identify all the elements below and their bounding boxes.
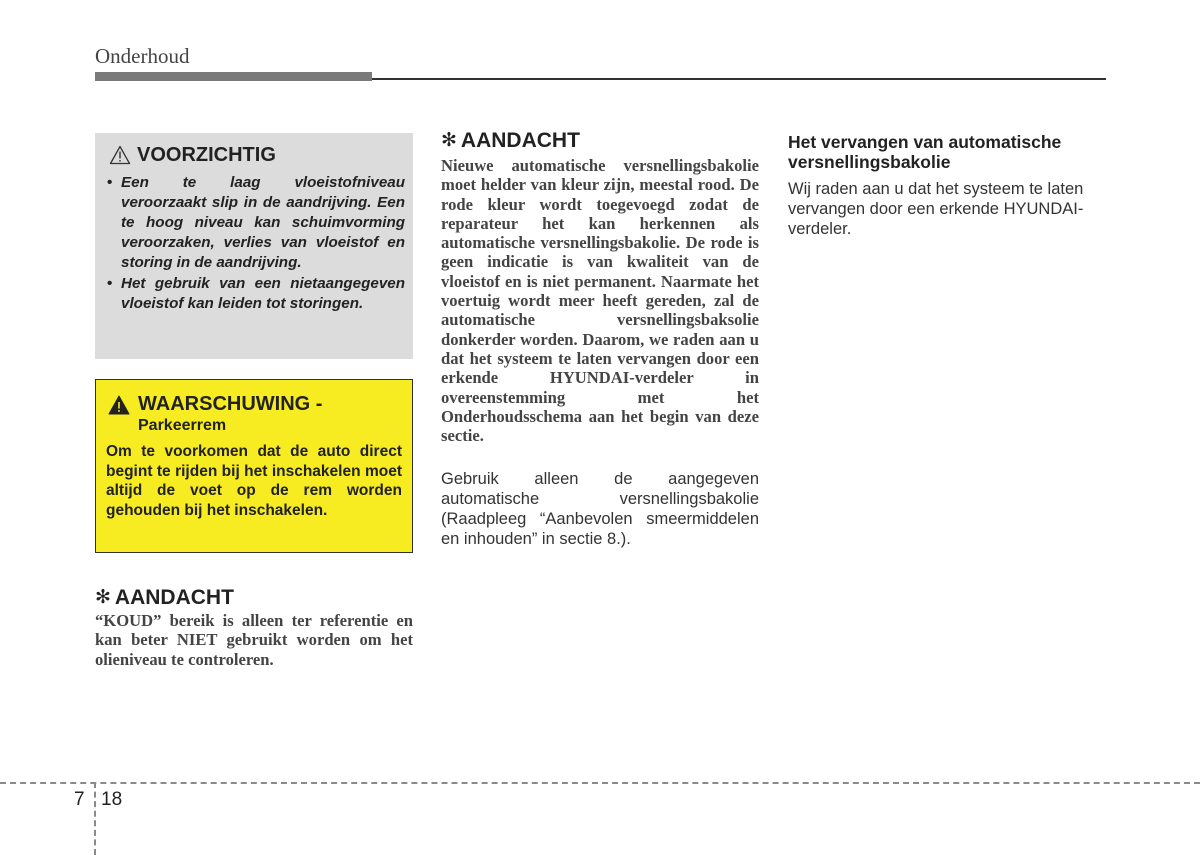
note-left — [95, 586, 413, 669]
note-middle-body: Nieuwe automatische versnellingsbakolie moet helder van kleur zijn, meestal rood. De rode kleur wordt toegevoegd zodat de reparateur het kan herkennen als automatische versnellingsbakolie. De rode is geen indicatie is van kwaliteit van de vloeistof en is niet permanent. Naarmate het voertuig wordt meer heeft gereden, zal de automatische versnellingsbaksolie donkerder worden. Daarom, we raden aan u dat het systeem te laten vervangen door een erkende HYUNDAI-verdeler in overeenstemming met het Onderhoudsschema aan het begin van deze sectie. — [441, 156, 759, 446]
caution-item: • Het gebruik van een nietaangegeven vloeistof kan leiden tot storingen. — [107, 274, 405, 314]
asterisk-icon: ✻ — [441, 130, 457, 151]
warning-box — [95, 379, 413, 553]
section-right-heading: Het vervangen van automatische versnellingsbakolie — [788, 132, 1062, 172]
note-middle-heading-text: AANDACHT — [460, 129, 580, 152]
caution-list — [107, 173, 405, 314]
warning-heading — [108, 392, 402, 436]
note-middle-paragraph: Gebruik alleen de aangegeven automatische versnellingsbakolie (Raadpleeg “Aanbevolen smeermiddelen en inhouden” in sectie 8.). — [441, 470, 759, 548]
note-middle-heading — [441, 129, 759, 153]
section-right-body: Wij raden aan u dat het systeem te laten vervangen door een erkende HYUNDAI-verdeler. — [788, 180, 1084, 238]
caution-heading-text: VOORZICHTIG — [137, 144, 276, 166]
page-number: 18 — [101, 789, 123, 810]
chapter-number: 7 — [74, 789, 85, 810]
section-right — [788, 132, 1106, 239]
caution-item: • Een te laag vloeistofniveau veroorzaakt slip in de aandrijving. Een te hoog niveau kan schuimvorming veroorzaken, verlies van vloeistof en storing in de aandrijving. — [107, 173, 405, 273]
note-left-body: “KOUD” bereik is alleen ter referentie en kan beter NIET gebruikt worden om het olieniveau te controleren. — [95, 611, 413, 669]
caution-heading — [109, 143, 405, 167]
warning-subtitle: Parkeerrem — [138, 417, 227, 434]
caution-triangle-icon — [109, 145, 131, 165]
caution-box — [95, 133, 413, 359]
warning-body: Om te voorkomen dat de auto direct begint te rijden bij het inschakelen moet altijd de voet op de rem worden gehouden bij het inschakelen. — [106, 443, 402, 519]
warning-title: WAARSCHUWING - — [138, 393, 323, 415]
header-rule — [372, 78, 1106, 80]
asterisk-icon: ✻ — [95, 587, 111, 608]
warning-triangle-icon — [108, 395, 130, 415]
footer-page-divider — [94, 782, 96, 855]
note-middle — [441, 129, 759, 550]
section-title: Onderhoud — [95, 44, 190, 68]
footer-divider — [0, 782, 1200, 784]
note-left-heading — [95, 586, 413, 610]
note-left-heading-text: AANDACHT — [114, 586, 234, 609]
header-accent-bar — [95, 72, 372, 81]
